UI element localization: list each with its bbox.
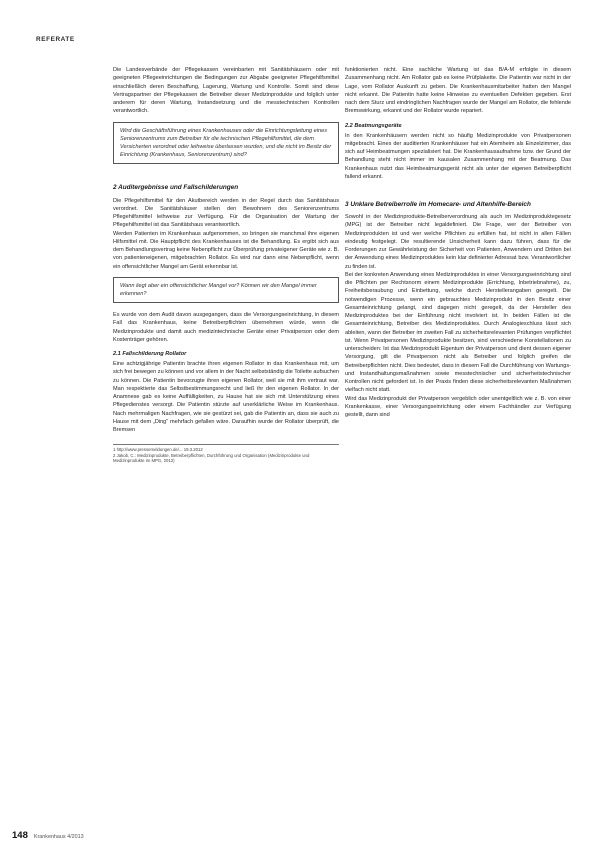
journal-issue: Krankenhaus 4/2013 [33, 834, 84, 840]
page-footer [12, 830, 84, 841]
section-heading-3: 3 Unklare Betreiberrolle im Homecare- und Altenhilfe-Bereich [345, 201, 531, 208]
page-number: 148 [12, 830, 28, 841]
subheading-2-2: 2.2 Beatmungsgeräte [345, 122, 402, 129]
left-column [113, 66, 339, 464]
paragraph-2b: Werden Patienten im Krankenhaus aufgenommen, so bringen sie manchmal ihre eigenen Hilfsmittel mit. Die Hauptpflicht des Krankenhauses ist die Behandlung. Es ergibt sich aus dem Behandlungsvertrag keine Nebenpflicht zur Überprüfung privateigener Geräte wie z. B. von patienteneigenen, mitgebrachten Rollator. Es wird nur dann eine Nebenpflicht, wenn ein offensichtlicher Mangel am Gerät erkennbar ist. [113, 230, 339, 270]
section-label: REFERATE [36, 36, 75, 43]
footnotes [113, 444, 339, 463]
intro-paragraph: Die Landesverbände der Pflegekassen vereinbarten mit Sanitätshäusern oder mit geeigneten Pflegeeinrichtungen die Bedingungen zur Abgabe geeigneter Pflegehilfsmittel einschließlich deren Beschaffung, Lagerung, Wartung und Kontrolle. Somit sind diese Vertragspartner der Pflegekassen die Betreiber dieser Medizinprodukte und folglich unter anderem für deren Wartung, Instandsetzung und die messtechnischen Kontrollen verantwortlich. [113, 67, 339, 115]
subheading-2-1: 2.1 Fallschilderung Rollator [113, 351, 187, 358]
right-column [345, 66, 571, 419]
footnote-1: 1 http://www.pressemeldungen.de/... 19.3.2012 [113, 447, 203, 453]
paragraph-r2: In den Krankenhäusern werden nicht so häufig Medizinprodukte von Privatpersonen mitgebracht. Eines der auditierten Krankenhäuser hat ein Atemheim als Einzelzimmer, das sich auf Heimbeatmungen spezialisiert hat. Die Krankenhausaufnahme bzw. der Grund der Behandlung steht nicht immer im kausalen Zusammenhang mit der Beatmung. Das Krankenhaus nutzt das Heimbeatmungsgerät nicht als unter der eigenen Betreiberpflicht fallend erkannt. [345, 132, 571, 180]
paragraph-2c: Es wurde von dem Audit davon ausgegangen, dass die Versorgungseinrichtung, in diesem Fall das Krankenhaus, keine Betreiberpflichten übernehmen würde, wenn die Medizinprodukte und damit auch medizintechnische Geräte einer Privatperson oder dem Kostenträger gehören. [113, 312, 339, 343]
paragraph-r1: funktionierten nicht. Eine sachliche Wartung ist das B/A-M erfolgte in diesem Zusammenhang nicht. Am Rollator gab es keine Prüfplakette. Die Patientin war nicht in der Lage, vom Rollator Auskunft zu geben. Die Krankenhausmitarbeiter hatten den Mangel nicht erkannt. Die Patientin hatte keine Hinweise zu eventuellen Defekten gegeben. Erst nach dem Sturz und eindringlichen Nachfragen wurde der Mangel am Rollator, die fehlende Bremswirkung, erkannt und der Rollator wurde repariert. [345, 67, 571, 115]
footnote-2: 2 Jakob, C.: Medizinprodukte, Betreiberpflichten, Durchführung und Organisation (Medizinprodukte und Medizinprodukte im MPG, 2012) [113, 452, 310, 464]
paragraph-2a: Die Pflegehilfsmittel für den Akutbereich werden in der Regel durch das Sanitätshaus verordnet. Die Sanitätshäuser stellen den Bewohnern des Seniorenzentrums Pflegehilfsmittel leihweise zur Verfügung. Für die Organisation der Wartung der Pflegehilfsmittel ist das Sanitätshaus verantwortlich. [113, 197, 339, 229]
paragraph-r3: Sowohl in der Medizinprodukte-Betreiberverordnung als auch im Medizinproduktegesetz (MPG) ist der Betreiber nicht legaldefiniert. Die Frage, wer der Betreiber von Medizinprodukten ist und wer welche Pflichten zu erfüllen hat, ist nicht in allen Fällen eindeutig festgelegt. Die resultierende Unsicherheit kann dazu führen, dass für die Forderungen zur Gewährleistung der Sicherheit von Patienten, Anwendern und Dritten bei der Anwendung eines Medizinproduktes kein klar definierter Adressat bzw. Verantwortlicher zu finden ist. [345, 214, 571, 270]
paragraph-r4: Bei der konkreten Anwendung eines Medizinproduktes in einer Versorgungseinrichtung sind die Pflichten per Rechtsnorm einem Medizinprodukte (Errichtung, Inbetriebnahme), zu, Freiheitsberaubung und Einbettung, welche durch Herstellerangaben geregelt. Die notwendigen Prozesse, wenn ein gebrauchtes Medizinprodukt in den Besitz einer Gesamteinrichtung gelangt, sind dagegen nicht geregelt, da der Hersteller des Medizinproduktes bei der Einführung nicht involviert ist. In beiden Fällen ist die Gesamteinrichtung, Betreiber des Medizinproduktes. Durch Analogieschluss lässt sich ableiten, wann der Betreiber im zweiten Fall zu sicherheitsrelevanten Prüfungen verpflichtet ist. Wenn Privatpersonen Medizinprodukte besitzen, sind verschiedene Konstellationen zu unterscheiden: Ist das Medizinprodukt Eigentum der Privatperson und dient dessen eigener Versorgung, gilt die Privatperson nicht als Betreiber und folglich greifen die Betreiberpflichten nicht. Dies bedeutet, dass in diesem Fall die Durchführung von Wartungs- und Instandhaltungsmaßnahmen sowie messtechnischer und sicherheitstechnischer Kontrollen nicht gefordert ist. In der Praxis finden diese sicherheitsrelevanten Maßnahmen vielfach nicht statt. [345, 271, 571, 394]
paragraph-2-1: Eine achtzigjährige Patientin brachte ihren eigenen Rollator in das Krankenhaus mit, um sich frei bewegen zu können und vor allem in der Nacht selbstständig die Toilette aufsuchen zu können. Die Patientin bevorzugte ihren eigenen Rollator, weil sie mit ihm vertraut war. Man respektierte das Selbstbestimmungsrecht und ließ ihr den eigenen Rollator. In der Anamnese gab es keine Auffälligkeiten, zu Hause hat sie sich mit Unterstützung eines Pflegedienstes versorgt. Die Patientin stürzte auf unerklärliche Weise im Krankenhaus. Nach mehrmaligen Nachfragen, wie sie gestürzt sei, gab die Patientin an, dass sie auch zu Hause mit dem „Ding“ mehrfach gefallen wäre. Daraufhin wurde der Rollator überprüft, die Bremsen [113, 361, 339, 434]
question-box-defect: Wann liegt aber ein offensichtlicher Mangel vor? Können wir den Mangel immer erkennen? [113, 277, 339, 303]
question-box-operator: Wird die Geschäftsführung eines Krankenhauses oder die Einrichtungsleitung eines Seniorenzentrums zum Betreiber für die technischen Pflegehilfsmittel, die dem Versicherten verordnet oder leihweise überlassen wurden, und die nicht im Besitz der Einrichtung (Krankenhaus, Seniorenzentrum) sind? [113, 122, 339, 165]
section-heading-2: 2 Auditergebnisse und Fallschilderungen [113, 184, 239, 192]
paragraph-r5: Wird das Medizinprodukt der Privatperson vergeblich oder unentgeltlich wie z. B. von einer Krankenkasse, einer Versorgungseinrichtung oder einem Fachhändler zur Verfügung gestellt, dann sind [345, 395, 571, 419]
